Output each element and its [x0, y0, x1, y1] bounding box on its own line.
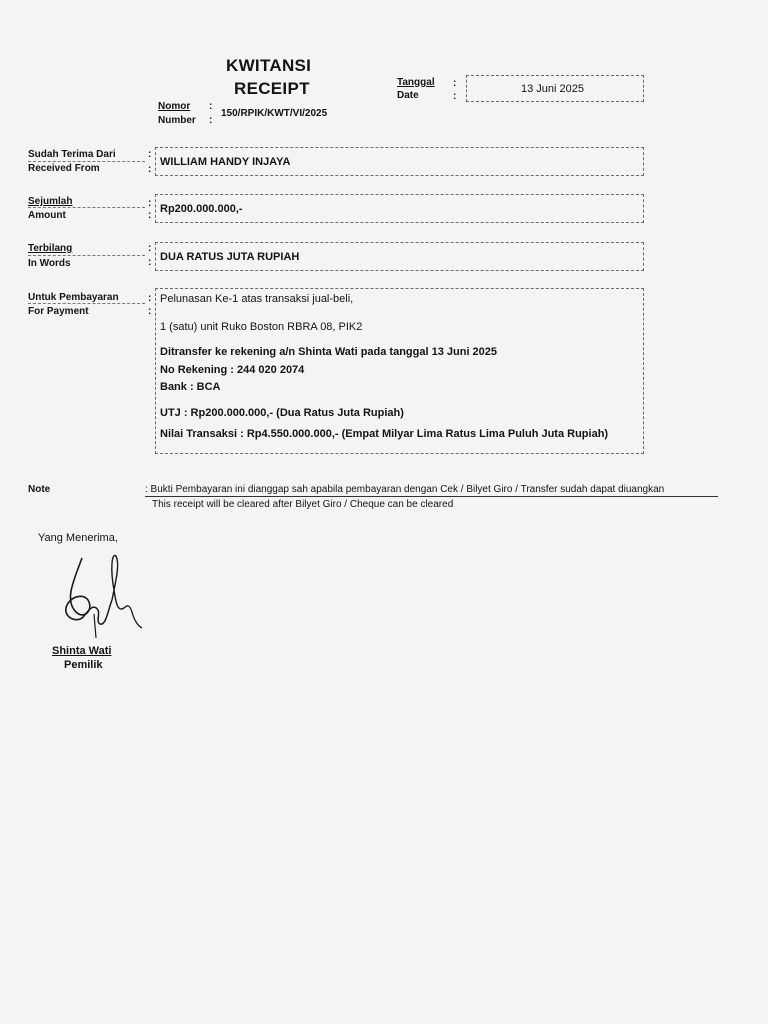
date-colon-2: : [453, 91, 457, 102]
payment-line: No Rekening : 244 020 2074 [160, 364, 305, 376]
date-field[interactable] [466, 75, 644, 102]
for-payment-divider [28, 303, 145, 304]
note-label: Note [28, 484, 51, 495]
title-receipt: RECEIPT [234, 79, 310, 98]
for-payment-colon: : [148, 293, 152, 304]
received-from-colon: : [148, 149, 152, 160]
date-colon: : [453, 78, 457, 89]
amount-label-en: Amount [28, 210, 66, 221]
signer-name: Shinta Wati [52, 645, 112, 657]
number-colon: : [209, 101, 213, 112]
payment-line: Pelunasan Ke-1 atas transaksi jual-beli, [160, 293, 354, 305]
note-text-id: : Bukti Pembayaran ini dianggap sah apabila pembayaran dengan Cek / Bilyet Giro / Transfer sudah dapat diuangkan [145, 484, 665, 495]
date-value: 13 Juni 2025 [521, 82, 584, 95]
number-value: 150/RPIK/KWT/VI/2025 [221, 108, 328, 119]
date-label-en: Date [397, 90, 419, 101]
signer-role: Pemilik [64, 659, 103, 671]
handwritten-signature-icon [54, 550, 144, 642]
for-payment-label: Untuk Pembayaran [28, 292, 119, 303]
for-payment-label-en: For Payment [28, 306, 89, 317]
title-kwitansi: KWITANSI [226, 56, 312, 75]
in-words-label: Terbilang [28, 243, 73, 254]
in-words-value: DUA RATUS JUTA RUPIAH [160, 250, 300, 263]
in-words-colon-2: : [148, 257, 152, 268]
received-from-field[interactable] [155, 147, 644, 176]
note-divider [145, 496, 718, 497]
amount-colon: : [148, 198, 152, 209]
payment-line: Bank : BCA [160, 381, 221, 393]
received-from-value: WILLIAM HANDY INJAYA [160, 155, 291, 168]
number-colon-2: : [209, 115, 213, 126]
for-payment-colon-2: : [148, 306, 152, 317]
amount-colon-2: : [148, 210, 152, 221]
received-from-colon-2: : [148, 164, 152, 175]
signature-heading: Yang Menerima, [38, 532, 118, 544]
payment-line: Nilai Transaksi : Rp4.550.000.000,- (Empat Milyar Lima Ratus Lima Puluh Juta Rupiah) [160, 428, 609, 440]
in-words-colon: : [148, 243, 152, 254]
in-words-divider [28, 255, 145, 256]
received-from-label: Sudah Terima Dari [28, 149, 116, 160]
payment-line: UTJ : Rp200.000.000,- (Dua Ratus Juta Rupiah) [160, 407, 404, 419]
received-from-label-en: Received From [28, 163, 100, 174]
note-text-en: This receipt will be cleared after Bilyet Giro / Cheque can be cleared [152, 499, 454, 510]
amount-label: Sejumlah [28, 196, 73, 207]
amount-field[interactable] [155, 194, 644, 223]
amount-value: Rp200.000.000,- [160, 202, 243, 215]
payment-line: 1 (satu) unit Ruko Boston RBRA 08, PIK2 [160, 321, 363, 333]
in-words-label-en: In Words [28, 258, 71, 269]
in-words-field[interactable] [155, 242, 644, 271]
number-label-en: Number [158, 115, 196, 126]
date-label: Tanggal [397, 77, 435, 88]
amount-divider [28, 207, 145, 208]
for-payment-field[interactable] [155, 288, 644, 454]
received-from-divider [28, 161, 145, 162]
number-label: Nomor [158, 101, 191, 112]
payment-line: Ditransfer ke rekening a/n Shinta Wati pada tanggal 13 Juni 2025 [160, 346, 498, 358]
